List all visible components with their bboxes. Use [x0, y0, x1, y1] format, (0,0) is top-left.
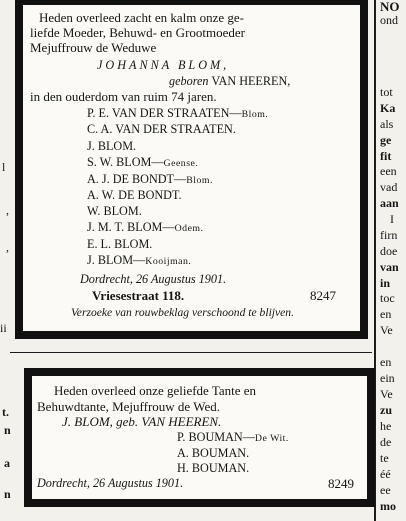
age-line: in den ouderdom van ruim 74 jaren.	[30, 89, 217, 104]
margin-fragment: ,	[6, 203, 9, 217]
address: Vriesestraat 118.	[92, 288, 185, 303]
margin-fragment: l	[2, 160, 6, 174]
signatory	[177, 461, 249, 476]
notice-text-line: Behuwdtante, Mejuffrouw de Wed.	[37, 399, 220, 414]
column-fragment: Ve	[380, 323, 393, 337]
signatory	[87, 188, 182, 203]
condolence-request: Verzoeke van rouwbeklag verschoond te blijven.	[71, 306, 295, 319]
column-fragment: ee	[380, 483, 391, 497]
column-fragment: mo	[380, 499, 396, 513]
signatory	[87, 253, 191, 269]
column-fragment: van	[380, 260, 399, 274]
column-fragment: ein	[380, 371, 395, 385]
column-fragment: ond	[380, 13, 398, 27]
signatory-name: J. BLOM.	[87, 139, 137, 153]
signatory-suffix: De Wit.	[254, 433, 289, 444]
signatory-name: C. A. VAN DER STRAATEN.	[87, 122, 236, 136]
column-fragment: éé	[380, 467, 391, 481]
notice-text-line: Mejuffrouw de Weduwe	[30, 40, 157, 55]
place-date: Dordrecht, 26 Augustus 1901.	[80, 272, 227, 286]
signatory-name: A. BOUMAN.	[177, 446, 250, 460]
signatory-suffix: Geense.	[163, 158, 199, 169]
signatory	[87, 204, 142, 219]
column-fragment: vad	[380, 180, 398, 194]
born-line	[169, 74, 290, 89]
column-fragment: fit	[380, 149, 392, 163]
signatory-name: H. BOUMAN.	[177, 461, 250, 475]
margin-fragment: t.	[2, 405, 9, 419]
margin-fragment: n	[4, 487, 11, 501]
column-fragment: een	[380, 164, 397, 178]
signatory-name: J. BLOM—	[87, 253, 146, 267]
column-fragment: Ka	[380, 101, 396, 115]
signatory-suffix: Blom.	[186, 175, 213, 186]
born-prefix: geboren	[169, 74, 209, 88]
column-fragment: en	[380, 307, 392, 321]
column-fragment: ge	[380, 133, 392, 147]
column-fragment: aan	[380, 196, 399, 210]
signatory-name: P. BOUMAN—	[177, 430, 255, 444]
death-notice-bouman	[24, 368, 375, 507]
notice-number: 8249	[328, 476, 354, 491]
signatory	[177, 430, 289, 446]
signatory-suffix: Kooijman.	[145, 256, 192, 267]
signatory	[87, 139, 136, 154]
column-fragment: en	[380, 355, 392, 369]
column-fragment: in	[380, 276, 391, 290]
column-heading: NO	[380, 0, 400, 14]
adjacent-column	[380, 0, 406, 521]
death-notice-blom	[15, 0, 368, 339]
signatory-name: A. J. DE BONDT—	[87, 172, 187, 186]
notice-text-line: liefde Moeder, Behuwd- en Grootmoeder	[30, 25, 245, 40]
margin-fragment: n	[4, 423, 11, 437]
margin-fragment: ii	[0, 321, 7, 335]
column-fragment: Ve	[380, 387, 393, 401]
signatory-name: P. E. VAN DER STRAATEN—	[87, 106, 242, 120]
signatory-suffix: Odem.	[174, 223, 204, 234]
column-fragment: als	[380, 117, 394, 131]
margin-fragment: a	[4, 456, 10, 470]
column-fragment: zu	[380, 403, 392, 417]
deceased-name: J. BLOM, geb. VAN HEEREN.	[62, 414, 222, 429]
column-fragment: he	[380, 419, 392, 433]
signatory-name: J. M. T. BLOM—	[87, 220, 175, 234]
deceased-name: JOHANNA BLOM,	[97, 58, 230, 72]
notice-number: 8247	[310, 288, 336, 303]
column-fragment: tot	[380, 85, 393, 99]
signatory	[87, 172, 213, 188]
born-name: VAN HEEREN,	[211, 74, 291, 88]
margin-fragment: ,	[6, 240, 9, 254]
signatory-suffix: Blom.	[241, 109, 269, 120]
signatory-name: A. W. DE BONDT.	[87, 188, 182, 202]
column-fragment: firn	[380, 228, 398, 242]
signatory	[87, 237, 152, 252]
column-fragment: te	[380, 451, 389, 465]
place-date: Dordrecht, 26 Augustus 1901.	[37, 476, 184, 490]
signatory	[87, 106, 268, 122]
column-fragment: I	[390, 212, 394, 226]
signatory	[177, 446, 249, 461]
column-fragment: de	[380, 435, 392, 449]
notice-text-line: Heden overleed onze geliefde Tante en	[54, 383, 257, 398]
separator-rule	[10, 352, 372, 353]
signatory	[87, 122, 236, 137]
signatory-name: E. L. BLOM.	[87, 237, 153, 251]
notice-text-line: Heden overleed zacht en kalm onze ge-	[39, 10, 245, 25]
signatory-name: S. W. BLOM—	[87, 155, 164, 169]
column-fragment: toc	[380, 291, 395, 305]
signatory	[87, 155, 198, 171]
column-fragment: doe	[380, 244, 398, 258]
signatory	[87, 220, 204, 236]
signatory-name: W. BLOM.	[87, 204, 142, 218]
